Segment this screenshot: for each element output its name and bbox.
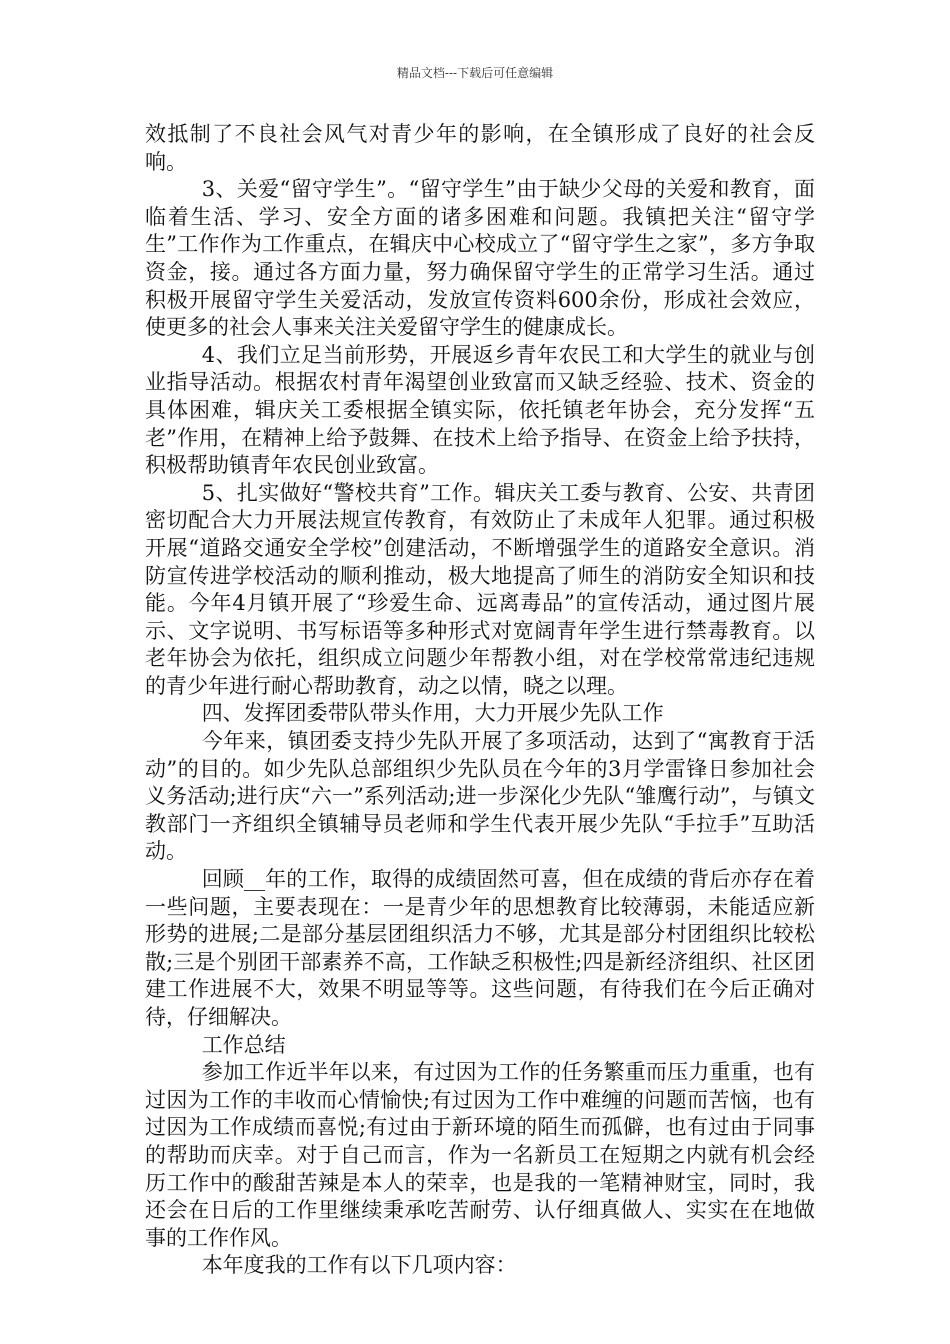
paragraph-youth-employment: 4、我们立足当前形势，开展返乡青年农民工和大学生的就业与创业指导活动。根据农村青年渴望创业致富而又缺乏经验、技术、资金的具体困难，辑庆关工委根据全镇实际，依托镇老年协会，充分发挥“五老”作用，在精神上给予鼓舞、在技术上给予指导、在资金上给予扶持，积极帮助镇青年农民创业致富。	[145, 342, 815, 478]
section-heading-young-pioneers: 四、发挥团委带队带头作用，大力开展少先队工作	[201, 701, 664, 726]
paragraph-left-behind-students: 3、关爱“留守学生”。“留守学生”由于缺少父母的关爱和教育，面临着生活、学习、安全方面的诸多困难和问题。我镇把关注“留守学生”工作作为工作重点，在辑庆中心校成立了“留守学生之家”，多方争取资金，接。通过各方面力量，努力确保留守学生的正常学习生活。通过积极开展留守学生关爱活动，发放宣传资料600余份，形成社会效应，使更多的社会人事来关注关爱留守学生的健康成长。	[145, 177, 815, 340]
paragraph-review-problems: 回顾__年的工作，取得的成绩固然可喜，但在成绩的背后亦存在着一些问题，主要表现在：一是青少年的思想教育比较薄弱，未能适应新形势的进展;二是部分基层团组织活力不够，尤其是部分村团组织比较松散;三是个别团干部素养不高，工作缺乏积极性;四是新经济组织、社区团建工作进展不大，效果不明显等等。这些问题，有待我们在今后正确对待，仔细解决。	[145, 867, 815, 1029]
paragraph-continuation: 效抵制了不良社会风气对青少年的影响，在全镇形成了良好的社会反响。	[145, 122, 815, 174]
paragraph-young-pioneers: 今年来，镇团委支持少先队开展了多项活动，达到了“寓教育于活动”的目的。如少先队总部组织少先队员在今年的3月学雷锋日参加社会义务活动;进行庆“六一”系列活动;进一步深化少先队“雏鹰行动”，与镇文教部门一齐组织全镇辅导员老师和学生代表开展少先队“手拉手”互助活动。	[145, 729, 815, 864]
paragraph-work-items-intro: 本年度我的工作有以下几项内容：	[201, 1253, 517, 1278]
document-body	[145, 121, 815, 1280]
page-header: 精品文档---下载后可任意编辑	[396, 66, 554, 80]
paragraph-police-school: 5、扎实做好“警校共育”工作。辑庆关工委与教育、公安、共青团密切配合大力开展法规宣传教育，有效防止了未成年人犯罪。通过积极开展“道路交通安全学校”创建活动，不断增强学生的道路安全意识。消防宣传进学校活动的顺利推动，极大地提高了师生的消防安全知识和技能。今年4月镇开展了“珍爱生命、远离毒品”的宣传活动，通过图片展示、文字说明、书写标语等多种形式对宽阔青年学生进行禁毒教育。以老年协会为依托，组织成立问题少年帮教小组，对在学校常常违纪违规的青少年进行耐心帮助教育，动之以情，晓之以理。	[145, 480, 815, 698]
paragraph-work-summary: 参加工作近半年以来，有过因为工作的任务繁重而压力重重，也有过因为工作的丰收而心情愉快;有过因为工作中难缠的问题而苦恼，也有过因为工作成绩而喜悦;有过由于新环境的陌生而孤僻，也有过由于同事的帮助而庆幸。对于自己而言，作为一名新员工在短期之内就有机会经历工作中的酸甜苦辣是本人的荣幸，也是我的一笔精神财宝，同时，我还会在日后的工作里继续秉承吃苦耐劳、认仔细真做人、实实在在地做事的工作作风。	[145, 1060, 815, 1250]
section-heading-work-summary: 工作总结	[201, 1032, 286, 1057]
